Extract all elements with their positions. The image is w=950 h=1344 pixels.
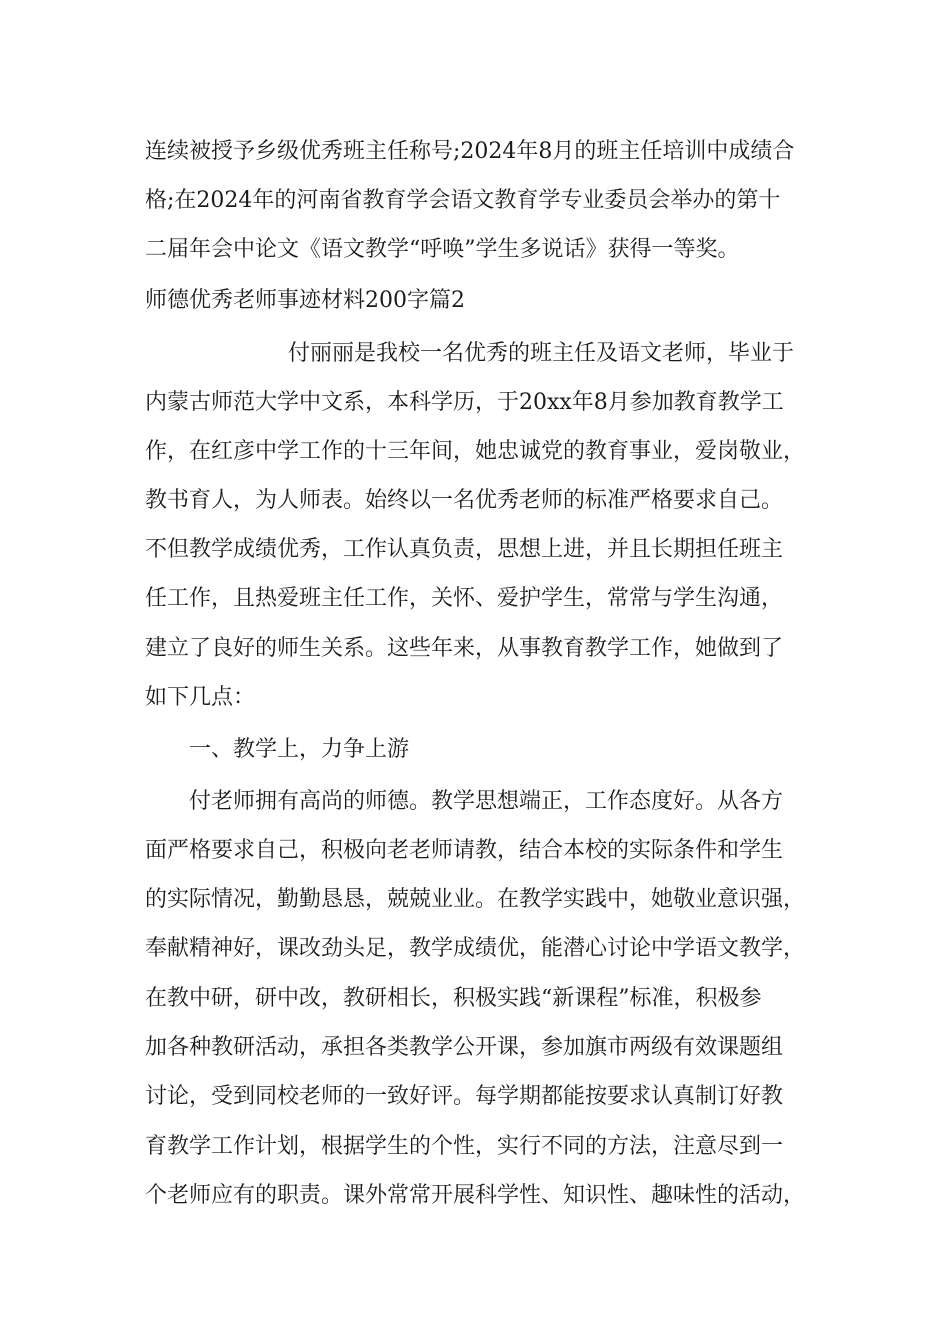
text-line: 教书育人，为人师表。始终以一名优秀老师的标准严格要求自己。 bbox=[145, 488, 784, 513]
text-line: 加各种教研活动，承担各类教学公开课，参加旗市两级有效课题组 bbox=[145, 1035, 784, 1060]
subsection-heading: 一、教学上，力争上游 bbox=[189, 737, 410, 762]
text-line: 如下几点： bbox=[145, 685, 256, 710]
text-line: 连续被授予乡级优秀班主任称号;2024年8月的班主任培训中成绩合 bbox=[145, 139, 795, 164]
text-line: 在教中研，研中改，教研相长，积极实践“新课程”标准，积极参 bbox=[145, 986, 762, 1011]
text-line: 作，在红彦中学工作的十三年间，她忠诚党的教育事业，爱岗敬业， bbox=[145, 439, 806, 464]
text-line: 内蒙古师范大学中文系，本科学历，于20xx年8月参加教育教学工 bbox=[145, 390, 784, 415]
text-line: 付丽丽是我校一名优秀的班主任及语文老师，毕业于 bbox=[288, 341, 795, 366]
section-heading: 师德优秀老师事迹材料200字篇2 bbox=[145, 288, 465, 313]
text-line: 的实际情况，勤勤恳恳，兢兢业业。在教学实践中，她敬业意识强， bbox=[145, 887, 806, 912]
text-line: 格;在2024年的河南省教育学会语文教育学专业委员会举办的第十 bbox=[145, 188, 781, 213]
text-line: 育教学工作计划，根据学生的个性，实行不同的方法，注意尽到一 bbox=[145, 1134, 784, 1159]
text-line: 付老师拥有高尚的师德。教学思想端正，工作态度好。从各方 bbox=[189, 789, 784, 814]
text-line: 奉献精神好，课改劲头足，教学成绩优，能潜心讨论中学语文教学， bbox=[145, 936, 806, 961]
text-line: 建立了良好的师生关系。这些年来，从事教育教学工作，她做到了 bbox=[145, 636, 784, 661]
text-line: 个老师应有的职责。课外常常开展科学性、知识性、趣味性的活动， bbox=[145, 1183, 806, 1208]
text-line: 二届年会中论文《语文教学“呼唤”学生多说话》获得一等奖。 bbox=[145, 237, 740, 262]
text-line: 任工作，且热爱班主任工作，关怀、爱护学生，常常与学生沟通， bbox=[145, 586, 784, 611]
text-line: 面严格要求自己，积极向老老师请教，结合本校的实际条件和学生 bbox=[145, 838, 784, 863]
text-line: 不但教学成绩优秀，工作认真负责，思想上进，并且长期担任班主 bbox=[145, 537, 784, 562]
text-line: 讨论，受到同校老师的一致好评。每学期都能按要求认真制订好教 bbox=[145, 1084, 784, 1109]
